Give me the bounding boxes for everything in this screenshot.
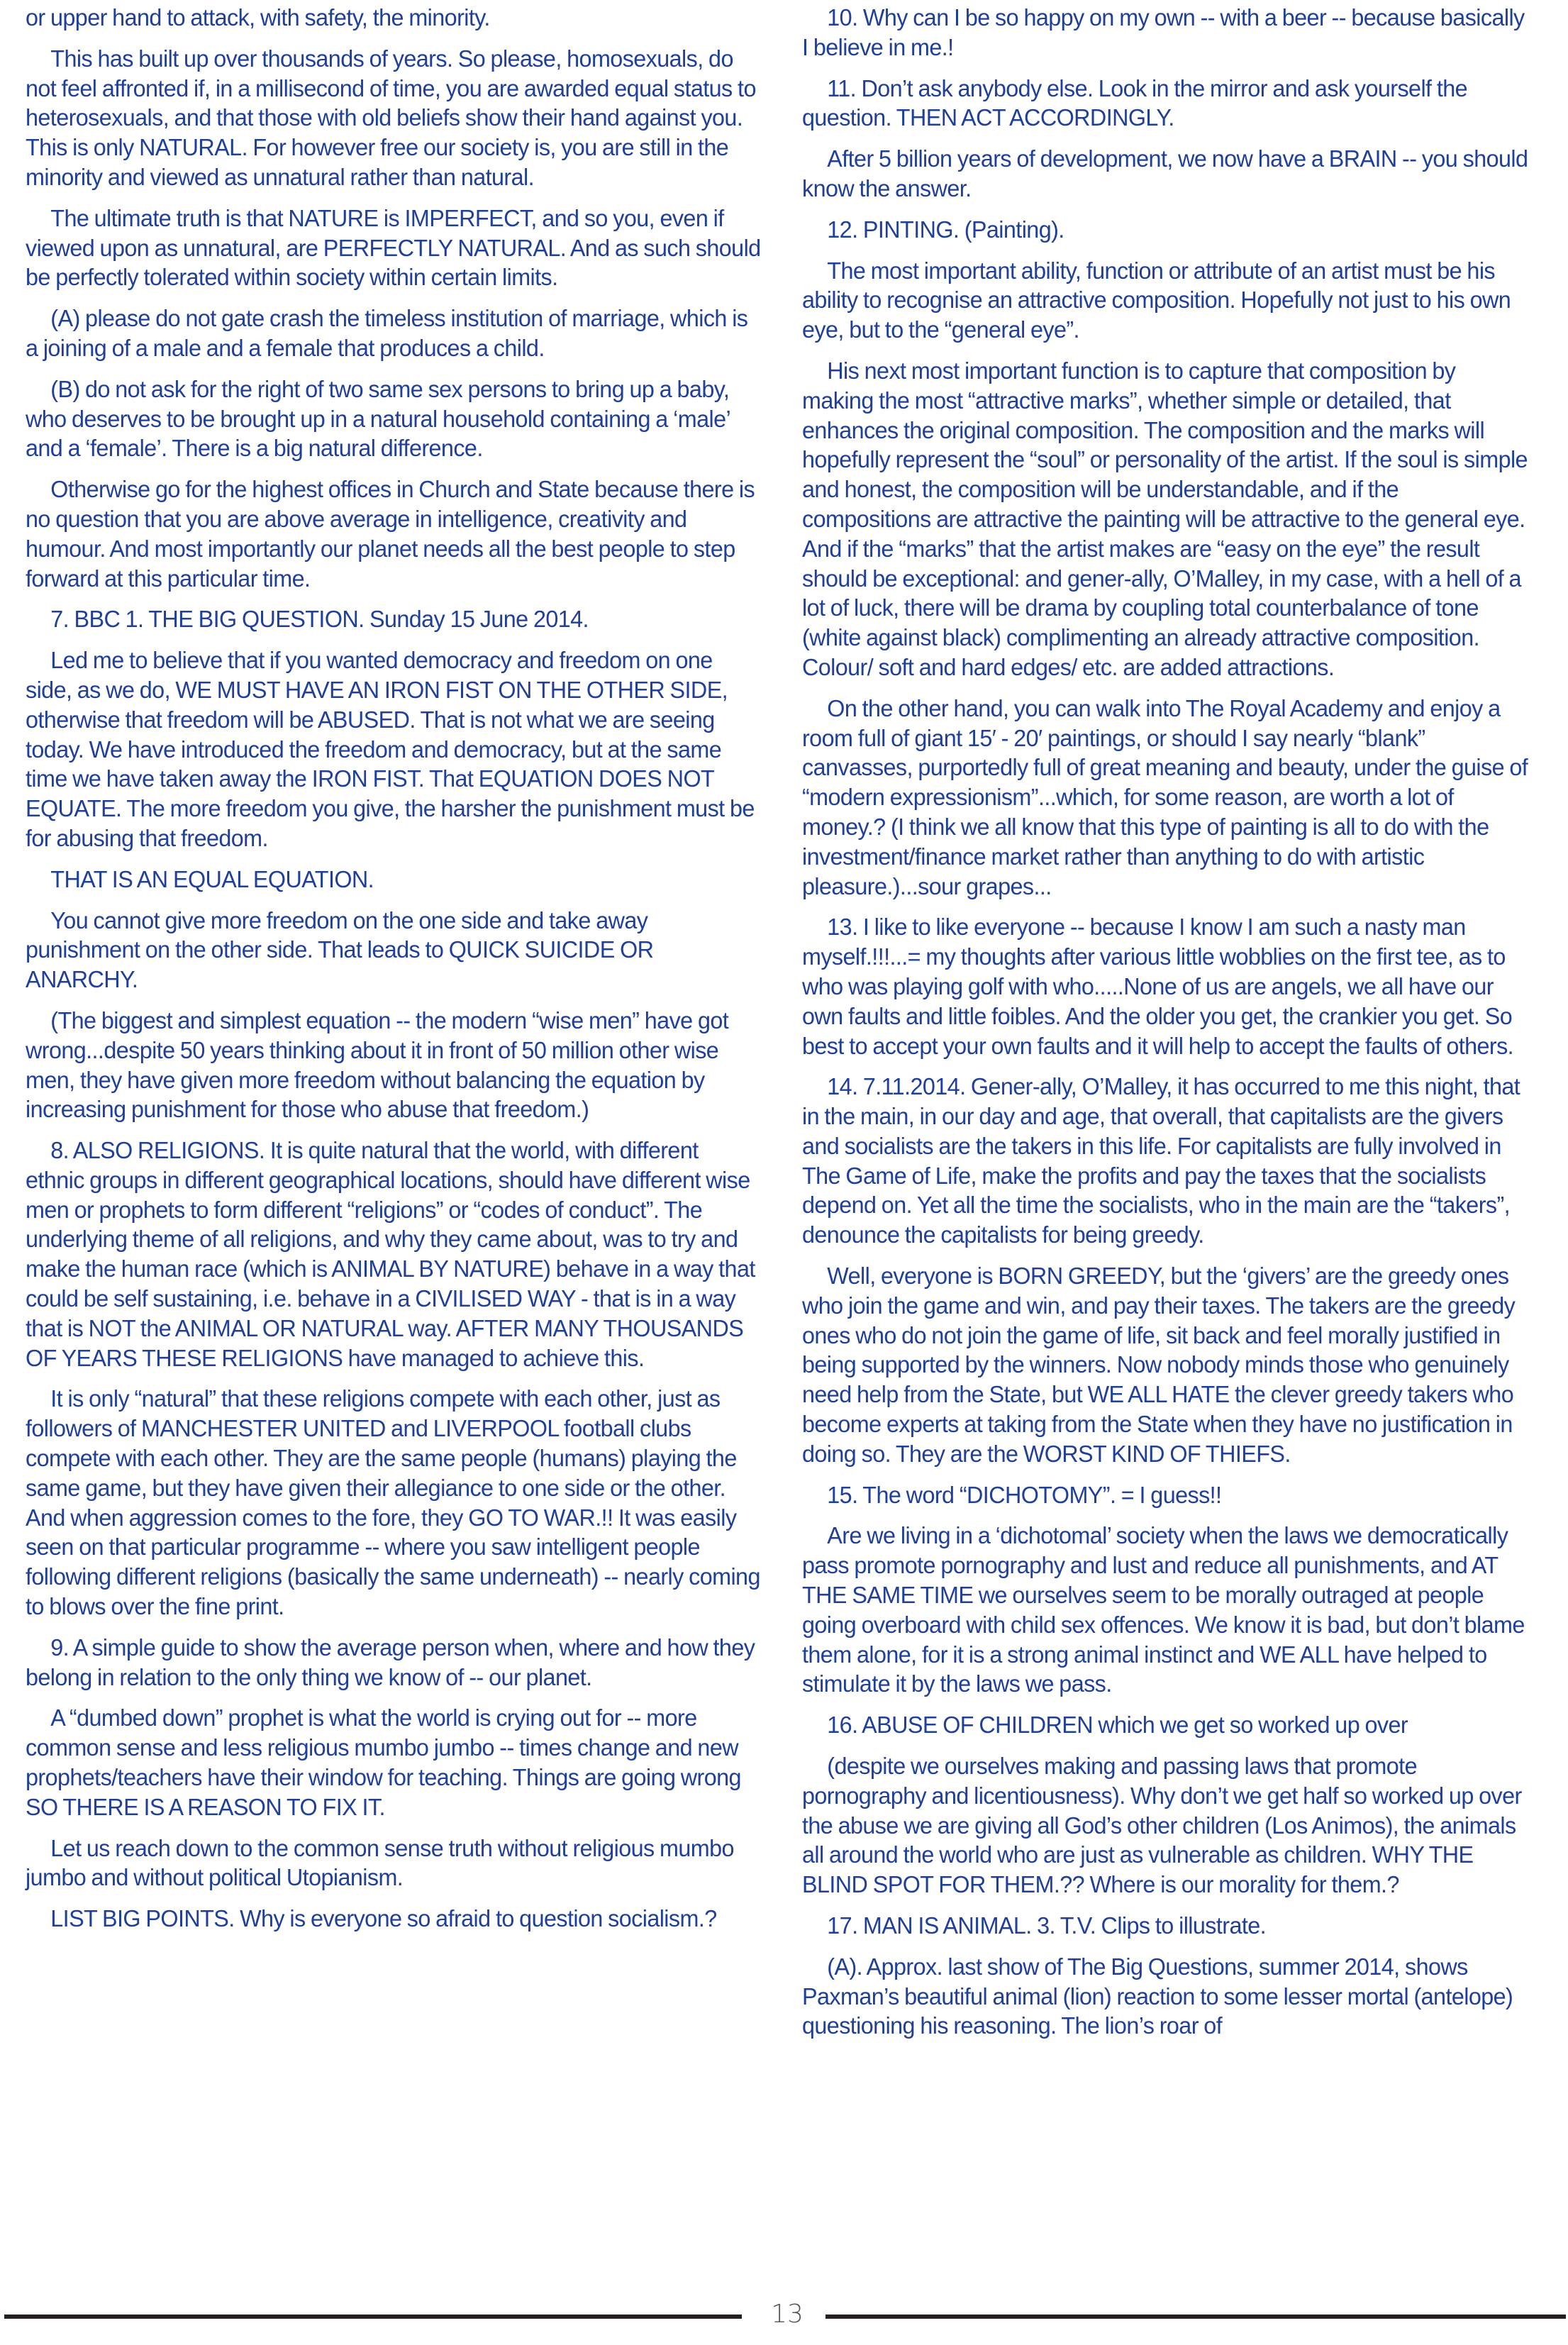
paragraph: A “dumbed down” prophet is what the world is crying out for -- more common sense and less religious mumbo jumbo -- times change and new prophets/teachers have their window for teaching. Things are going wrong SO THERE IS A REASON TO FIX IT. (26, 1704, 741, 1820)
section-heading: 17. MAN IS ANIMAL. 3. T.V. Clips to illustrate. (827, 1912, 1267, 1939)
section-heading: 16. ABUSE OF CHILDREN which we get so worked up over (827, 1712, 1408, 1739)
paragraph: Led me to believe that if you wanted democracy and freedom on one side, as we do, WE MUST HAVE AN IRON FIST ON THE OTHER SIDE, otherwise that freedom will be ABUSED. That is not what we are seeing today. We have introduced the freedom and democracy, but at the same time we have taken away the IRON FIST. That EQUATION DOES NOT EQUATE. The more freedom you give, the harsher the punishment must be for abusing that freedom. (26, 647, 755, 851)
footer-rule-right (825, 2314, 1566, 2319)
section-heading: 12. PINTING. (Painting). (827, 216, 1064, 243)
paragraph: THAT IS AN EQUAL EQUATION. (50, 865, 374, 892)
paragraph: Let us reach down to the common sense truth without religious mumbo jumbo and without political Utopianism. (26, 1834, 734, 1891)
paragraph: (B) do not ask for the right of two same sex persons to bring up a baby, who deserves to be brought up in a natural household containing a ‘male’ and a ‘female’. There is a big natural difference. (26, 375, 730, 462)
paragraph: The most important ability, function or attribute of an artist must be his ability to recognise an attractive composition. Hopefully not just to his own eye, but to the “general eye”. (802, 257, 1511, 343)
paragraph: Well, everyone is BORN GREEDY, but the ‘givers’ are the greedy ones who join the game and win, and pay their taxes. The takers are the greedy ones who do not join the game of life, sit back and feel morally justified in being supported by the winners. Now nobody minds those who genuinely need help from the State, but WE ALL HATE the clever greedy takers who become experts at taking from the State when they have no justification in doing so. They are the WORST KIND OF THIEFS. (802, 1263, 1516, 1467)
paragraph: You cannot give more freedom on the one side and take away punishment on the other side. That leads to QUICK SUICIDE OR ANARCHY. (26, 907, 654, 993)
page-footer (0, 2302, 1568, 2331)
paragraph: (despite we ourselves making and passing laws that promote pornography and licentiousness). Why don’t we get half so worked up over the abuse we are giving all God’s other children (Los Animos), the animals all around the world who are just as vulnerable as children. WHY THE BLIND SPOT FOR THEM.?? Where is our morality for them.? (802, 1753, 1522, 1898)
paragraph: 11. Don’t ask anybody else. Look in the mirror and ask yourself the question. THEN ACT ACCORDINGLY. (802, 74, 1468, 131)
paragraph: 14. 7.11.2014. Gener-ally, O’Malley, it has occurred to me this night, that in the main, in our day and age, that overall, that capitalists are the givers and socialists are the takers in this life. For capitalists are fully involved in The Game of Life, make the profits and pay the taxes that the socialists depend on. Yet all the time the socialists, who in the main are the “takers”, denounce the capitalists for being greedy. (802, 1073, 1520, 1248)
section-heading: 15. The word “DICHOTOMY”. = I guess!! (827, 1481, 1222, 1508)
paragraph: The ultimate truth is that NATURE is IMPERFECT, and so you, even if viewed upon as unnatural, are PERFECTLY NATURAL. And as such should be perfectly tolerated within society within certain limits. (26, 204, 761, 291)
left-column (26, 3, 776, 1945)
right-column (802, 3, 1544, 2052)
paragraph: (A) please do not gate crash the timeless institution of marriage, which is a joining of a male and a female that produces a child. (26, 305, 748, 361)
paragraph: This has built up over thousands of years. So please, homosexuals, do not feel affronted if, in a millisecond of time, you are awarded equal status to heterosexuals, and that those with old beliefs show their hand against you. This is only NATURAL. For however free our society is, you are still in the minority and viewed as unnatural rather than natural. (26, 45, 756, 190)
paragraph: After 5 billion years of development, we now have a BRAIN -- you should know the answer. (802, 145, 1528, 201)
paragraph: Otherwise go for the highest offices in Church and State because there is no question that you are above average in intelligence, creativity and humour. And most importantly our planet needs all the best people to step forward at this particular time. (26, 476, 755, 592)
paragraph: 13. I like to like everyone -- because I know I am such a nasty man myself.!!!...= my thoughts after various little wobblies on the first tee, as to who was playing golf with who.....None of us are angels, we all have our own faults and little foibles. And the older you get, the crankier you get. So best to accept your own faults and it will help to accept the faults of others. (802, 914, 1514, 1059)
paragraph: His next most important function is to capture that composition by making the most “attractive marks”, whether simple or detailed, that enhances the original composition. The composition and the marks will hopefully represent the “soul” or personality of the artist. If the soul is simple and honest, the composition will be understandable, and if the compositions are attractive the painting will be attractive to the general eye. And if the “marks” that the artist makes are “easy on the eye” the result should be exceptional: and gener-ally, O’Malley, in my case, with a hell of a lot of luck, there will be drama by coupling total counterbalance of tone (white against black) complimenting an already attractive composition. Colour/ soft and hard edges/ etc. are added attractions. (802, 357, 1528, 680)
paragraph: On the other hand, you can walk into The Royal Academy and enjoy a room full of giant 15′ - 20′ paintings, or should I say nearly “blank” canvasses, purportedly full of great meaning and beauty, under the guise of “modern expressionism”...which, for some reason, are worth a lot of money.? (I think we all know that this type of painting is all to do with the investment/finance market rather than anything to do with artistic pleasure.)...sour grapes... (802, 694, 1528, 899)
paragraph: (A). Approx. last show of The Big Questions, summer 2014, shows Paxman’s beautiful animal (lion) reaction to some lesser mortal (antelope) questioning his reasoning. The lion’s roar of (802, 1953, 1513, 2039)
paragraph: 10. Why can I be so happy on my own -- with a beer -- because basically I believe in me.! (802, 4, 1525, 60)
paragraph: (The biggest and simplest equation -- the modern “wise men” have got wrong...despite 50 years thinking about it in front of 50 million other wise men, they have given more freedom without balancing the equation by increasing punishment for those who abuse that freedom.) (26, 1007, 729, 1123)
paragraph: 8. ALSO RELIGIONS. It is quite natural that the world, with different ethnic groups in different geographical locations, should have different wise men or prophets to form different “religions” or “codes of conduct”. The underlying theme of all religions, and why they came about, was to try and make the human race (which is ANIMAL BY NATURE) behave in a way that could be self sustaining, i.e. behave in a CIVILISED WAY - that is in a way that is NOT the ANIMAL OR NATURAL way. AFTER MANY THOUSANDS OF YEARS THESE RELIGIONS have managed to achieve this. (26, 1137, 755, 1371)
page-number: 13 (771, 2300, 804, 2329)
section-heading: 7. BBC 1. THE BIG QUESTION. Sunday 15 June 2014. (50, 606, 589, 633)
paragraph: LIST BIG POINTS. Why is everyone so afraid to question socialism.? (50, 1905, 717, 1932)
paragraph: 9. A simple guide to show the average person when, where and how they belong in relation to the only thing we know of -- our planet. (26, 1634, 755, 1690)
paragraph: It is only “natural” that these religions compete with each other, just as followers of MANCHESTER UNITED and LIVERPOOL football clubs compete with each other. They are the same people (humans) playing the same game, but they have given their allegiance to one side or the other. And when aggression comes to the fore, they GO TO WAR.!! It was easily seen on that particular programme -- where you saw intelligent people following different religions (basically the same underneath) -- nearly coming to blows over the fine print. (26, 1385, 760, 1620)
paragraph: or upper hand to attack, with safety, the minority. (26, 4, 490, 31)
paragraph: Are we living in a ‘dichotomal’ society when the laws we democratically pass promote pornography and lust and reduce all punishments, and AT THE SAME TIME we ourselves seem to be morally outraged at people going overboard with child sex offences. We know it is bad, but don’t blame them alone, for it is a strong animal instinct and WE ALL have helped to stimulate it by the laws we pass. (802, 1522, 1525, 1697)
footer-rule-left (4, 2314, 742, 2319)
